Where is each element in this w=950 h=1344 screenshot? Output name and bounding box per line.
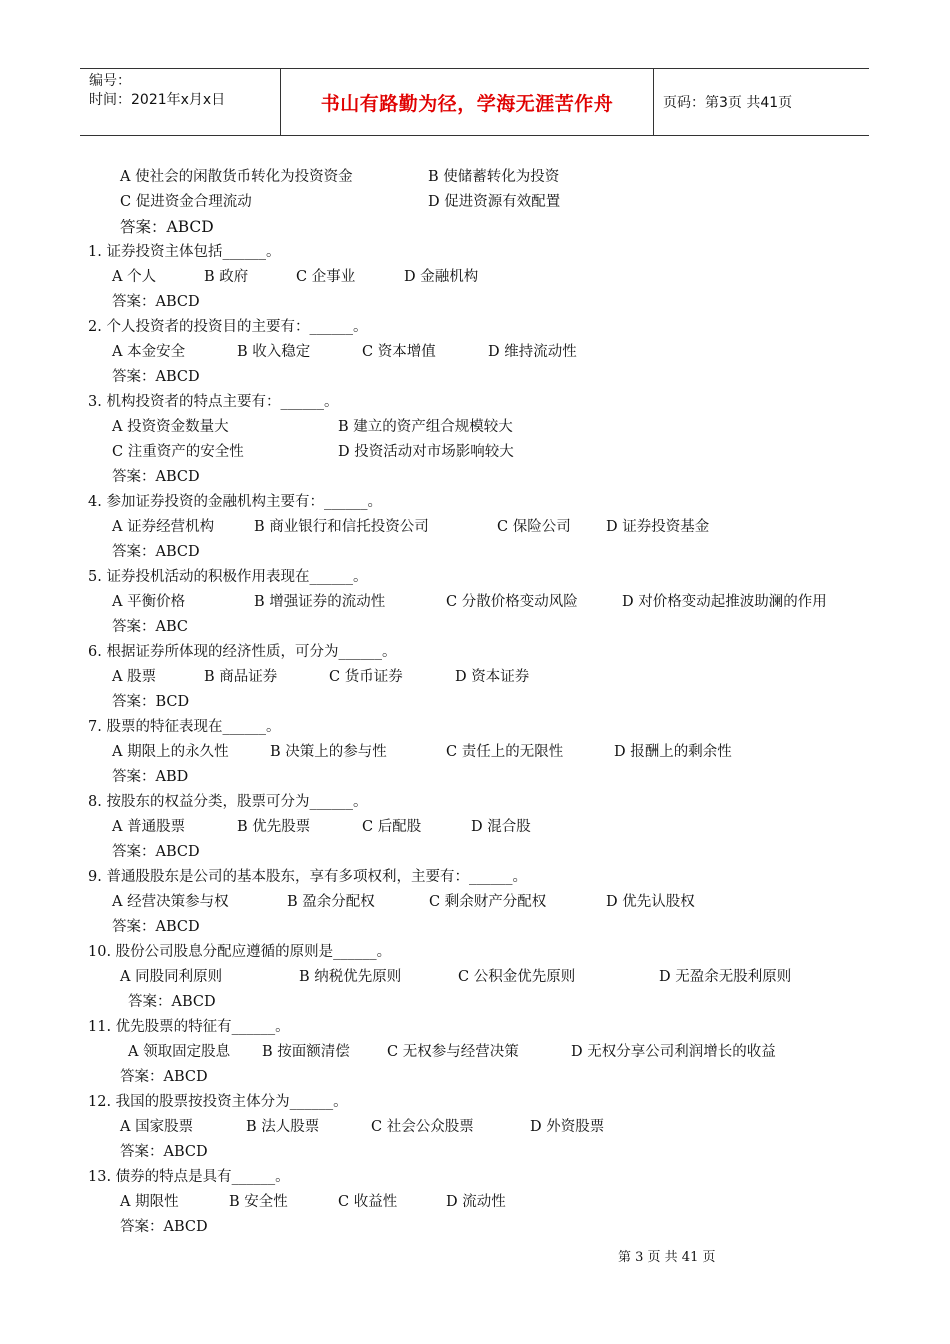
options-line (0, 440, 950, 465)
option-text: C 责任上的无限性 (446, 744, 564, 760)
line-text: 9. 普通股股东是公司的基本股东，享有多项权利，主要有：______。 (88, 869, 527, 885)
line-text: 1. 证券投资主体包括______。 (88, 244, 281, 260)
option-text: B 建立的资产组合规模较大 (338, 419, 513, 435)
line-text: 8. 按股东的权益分类，股票可分为______。 (88, 794, 368, 810)
option-text: A 同股同利原则 (120, 969, 223, 985)
option-text: A 领取固定股息 (128, 1044, 231, 1060)
answer-line (0, 1140, 950, 1165)
options-line (0, 340, 950, 365)
motto: 书山有路勤为径，学海无涯苦作舟 (281, 69, 654, 135)
option-text: B 优先股票 (237, 819, 311, 835)
line-text: 答案：ABCD (112, 369, 200, 385)
line-text: 3. 机构投资者的特点主要有：______。 (88, 394, 339, 410)
option-text: C 保险公司 (497, 519, 571, 535)
option-text: C 货币证券 (329, 669, 403, 685)
page-footer: 第 3 页 共 41 页 (618, 1250, 716, 1265)
option-text: D 报酬上的剩余性 (614, 744, 732, 760)
line-text: 答案：ABD (112, 769, 189, 785)
options-line (0, 1115, 950, 1140)
option-text: B 收入稳定 (237, 344, 311, 360)
option-text: D 资本证券 (455, 669, 530, 685)
question-list (0, 165, 950, 1240)
answer-line (0, 215, 950, 240)
option-text: C 分散价格变动风险 (446, 594, 578, 610)
answer-line (0, 840, 950, 865)
option-text: C 公积金优先原则 (458, 969, 576, 985)
options-line (0, 1190, 950, 1215)
option-text: A 期限上的永久性 (112, 744, 229, 760)
line-text: 答案：ABCD (112, 469, 200, 485)
option-text: D 对价格变动起推波助澜的作用 (622, 594, 827, 610)
question-line (0, 790, 950, 815)
line-text: 11. 优先股票的特征有______。 (88, 1019, 290, 1035)
page-info: 页码：第3页 共41页 (663, 95, 793, 111)
options-line (0, 190, 950, 215)
line-text: 答案：ABCD (112, 294, 200, 310)
options-line (0, 590, 950, 615)
option-text: C 剩余财产分配权 (429, 894, 547, 910)
question-line (0, 565, 950, 590)
options-line (0, 665, 950, 690)
options-line (0, 1040, 950, 1065)
line-text: 6. 根据证券所体现的经济性质，可分为______。 (88, 644, 397, 660)
option-text: D 无权分享公司利润增长的收益 (571, 1044, 776, 1060)
line-text: 答案：ABCD (120, 1144, 208, 1160)
line-text: 10. 股份公司股息分配应遵循的原则是______。 (88, 944, 392, 960)
option-text: C 无权参与经营决策 (387, 1044, 519, 1060)
option-text: B 商业银行和信托投资公司 (254, 519, 429, 535)
answer-line (0, 1215, 950, 1240)
answer-line (0, 465, 950, 490)
line-text: 答案：ABCD (112, 844, 200, 860)
option-text: B 按面额清偿 (262, 1044, 350, 1060)
line-text: 2. 个人投资者的投资目的主要有：______。 (88, 319, 368, 335)
line-text: 5. 证券投机活动的积极作用表现在______。 (88, 569, 368, 585)
line-text: 13. 债券的特点是具有______。 (88, 1169, 290, 1185)
header-table (80, 68, 869, 136)
line-text: 答案：ABCD (128, 994, 216, 1010)
option-text: B 法人股票 (246, 1119, 320, 1135)
option-text: D 证券投资基金 (606, 519, 710, 535)
line-text: 答案：ABCD (120, 1219, 208, 1235)
option-text: C 收益性 (338, 1194, 398, 1210)
option-text: A 平衡价格 (112, 594, 186, 610)
question-line (0, 1015, 950, 1040)
option-text: D 优先认股权 (606, 894, 695, 910)
line-text: 4. 参加证券投资的金融机构主要有：______。 (88, 494, 382, 510)
line-text: 答案：ABCD (120, 218, 214, 236)
option-text: A 证券经营机构 (112, 519, 215, 535)
option-text: D 投资活动对市场影响较大 (338, 444, 514, 460)
question-line (0, 1165, 950, 1190)
answer-line (0, 990, 950, 1015)
option-text: A 使社会的闲散货币转化为投资资金 (120, 169, 353, 185)
option-text: A 本金安全 (112, 344, 186, 360)
options-line (0, 965, 950, 990)
options-line (0, 815, 950, 840)
question-line (0, 715, 950, 740)
option-text: D 金融机构 (404, 269, 479, 285)
line-text: 答案：ABCD (112, 544, 200, 560)
header-meta (80, 69, 281, 135)
options-line (0, 890, 950, 915)
question-line (0, 315, 950, 340)
option-text: D 混合股 (471, 819, 531, 835)
question-line (0, 640, 950, 665)
answer-line (0, 765, 950, 790)
options-line (0, 515, 950, 540)
option-text: C 资本增值 (362, 344, 436, 360)
answer-line (0, 1065, 950, 1090)
question-line (0, 1090, 950, 1115)
options-line (0, 265, 950, 290)
option-text: B 政府 (204, 269, 249, 285)
option-text: B 商品证券 (204, 669, 278, 685)
question-line (0, 240, 950, 265)
line-text: 答案：ABCD (112, 919, 200, 935)
option-text: A 期限性 (120, 1194, 179, 1210)
line-text: 答案：ABCD (120, 1069, 208, 1085)
question-line (0, 940, 950, 965)
answer-line (0, 690, 950, 715)
option-text: D 无盈余无股利原则 (659, 969, 792, 985)
line-text: 7. 股票的特征表现在______。 (88, 719, 281, 735)
option-text: D 促进资源有效配置 (428, 194, 561, 210)
question-line (0, 865, 950, 890)
option-text: C 后配股 (362, 819, 422, 835)
option-text: C 企事业 (296, 269, 356, 285)
answer-line (0, 290, 950, 315)
options-line (0, 740, 950, 765)
option-text: A 普通股票 (112, 819, 186, 835)
line-text: 答案：BCD (112, 694, 190, 710)
line-text: 答案：ABC (112, 619, 188, 635)
option-text: A 个人 (112, 269, 157, 285)
option-text: B 使储蓄转化为投资 (428, 169, 560, 185)
option-text: C 社会公众股票 (371, 1119, 474, 1135)
option-text: A 股票 (112, 669, 157, 685)
answer-line (0, 365, 950, 390)
question-line (0, 490, 950, 515)
options-line (0, 415, 950, 440)
options-line (0, 165, 950, 190)
option-text: D 流动性 (446, 1194, 506, 1210)
line-text: 12. 我国的股票按投资主体分为______。 (88, 1094, 348, 1110)
option-text: D 维持流动性 (488, 344, 577, 360)
serial-number-label: 编号： (89, 73, 131, 89)
option-text: B 决策上的参与性 (270, 744, 387, 760)
answer-line (0, 615, 950, 640)
option-text: B 盈余分配权 (287, 894, 375, 910)
answer-line (0, 540, 950, 565)
option-text: B 安全性 (229, 1194, 288, 1210)
option-text: A 国家股票 (120, 1119, 194, 1135)
option-text: C 注重资产的安全性 (112, 444, 244, 460)
option-text: D 外资股票 (530, 1119, 605, 1135)
answer-line (0, 915, 950, 940)
option-text: B 增强证券的流动性 (254, 594, 386, 610)
date-label: 时间：2021年x月x日 (89, 92, 226, 108)
question-line (0, 390, 950, 415)
option-text: A 投资资金数量大 (112, 419, 229, 435)
option-text: A 经营决策参与权 (112, 894, 229, 910)
option-text: B 纳税优先原则 (299, 969, 402, 985)
option-text: C 促进资金合理流动 (120, 194, 252, 210)
